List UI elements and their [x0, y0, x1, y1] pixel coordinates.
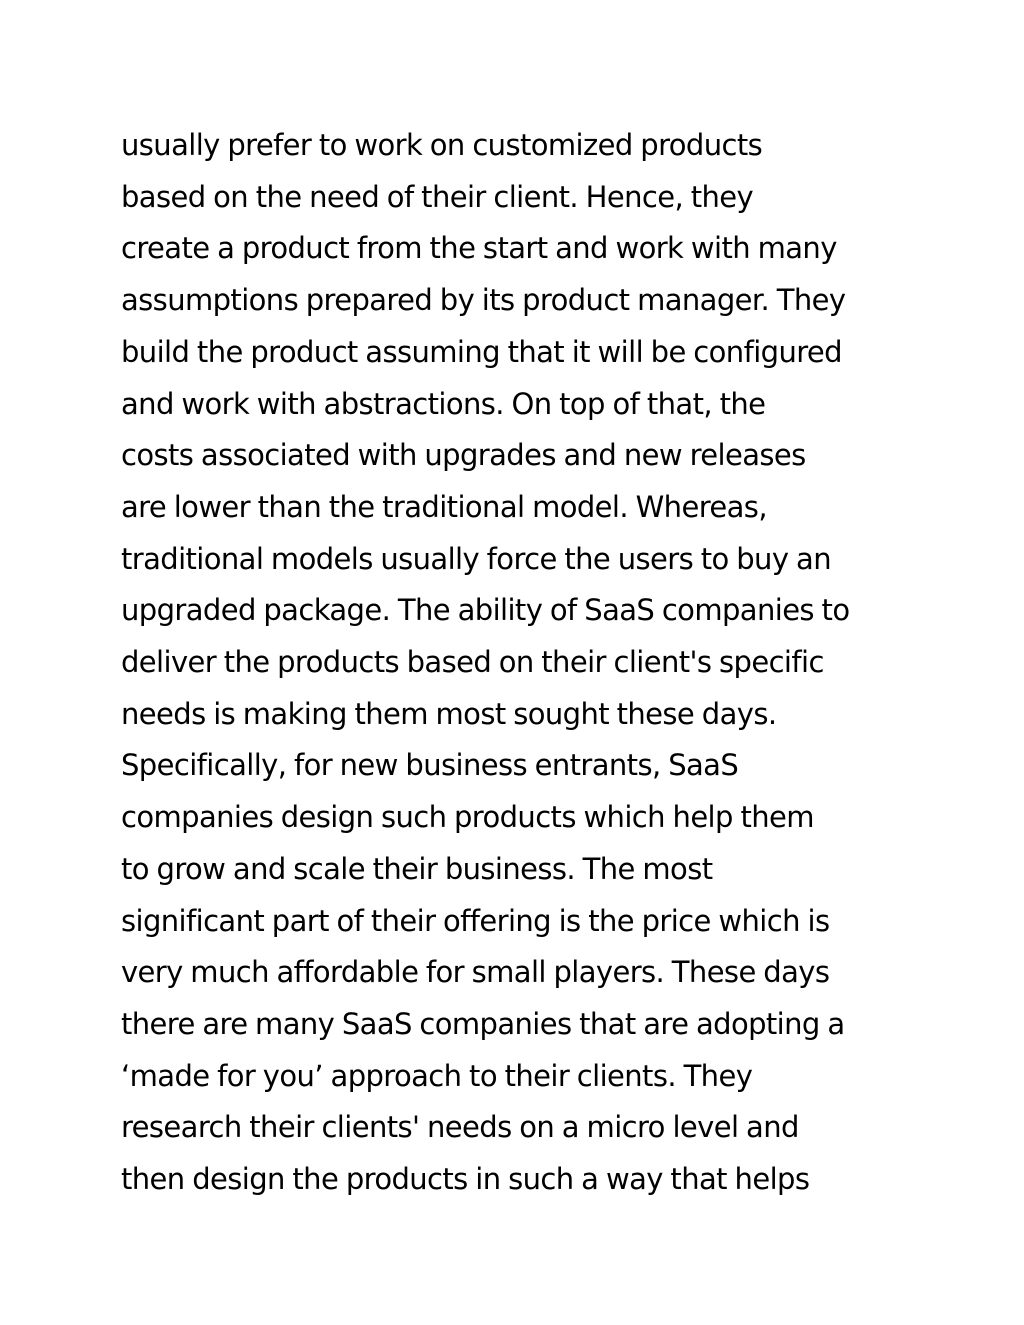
text-line: then design the products in such a way that helps [121, 1162, 810, 1197]
text-line: very much affordable for small players. These days [121, 955, 830, 990]
text-line: are lower than the traditional model. Whereas, [121, 489, 767, 524]
text-line: usually prefer to work on customized products [121, 128, 763, 162]
text-line: there are many SaaS companies that are adopting a [121, 1006, 845, 1041]
text-line: companies design such products which help them [121, 800, 814, 835]
text-line: ‘made for you’ approach to their clients. They [121, 1058, 753, 1093]
text-line: costs associated with upgrades and new releases [121, 438, 806, 473]
text-line: needs is making them most sought these days. [121, 696, 777, 731]
text-line: to grow and scale their business. The most [121, 851, 713, 886]
text-line: build the product assuming that it will be configured [121, 334, 842, 369]
text-line: upgraded package. The ability of SaaS companies to [121, 593, 850, 628]
text-line: significant part of their offering is the price which is [121, 903, 830, 938]
text-line: assumptions prepared by its product manager. They [121, 283, 846, 318]
text-line: Specifically, for new business entrants, SaaS [121, 748, 739, 783]
text-line: and work with abstractions. On top of that, the [121, 386, 766, 421]
text-line: research their clients' needs on a micro level and [121, 1110, 799, 1145]
body-paragraph [121, 120, 941, 1206]
text-line: deliver the products based on their client's specific [121, 645, 824, 680]
text-line: create a product from the start and work with many [121, 231, 837, 266]
text-line: based on the need of their client. Hence, they [121, 179, 754, 214]
text-line: traditional models usually force the users to buy an [121, 541, 831, 576]
